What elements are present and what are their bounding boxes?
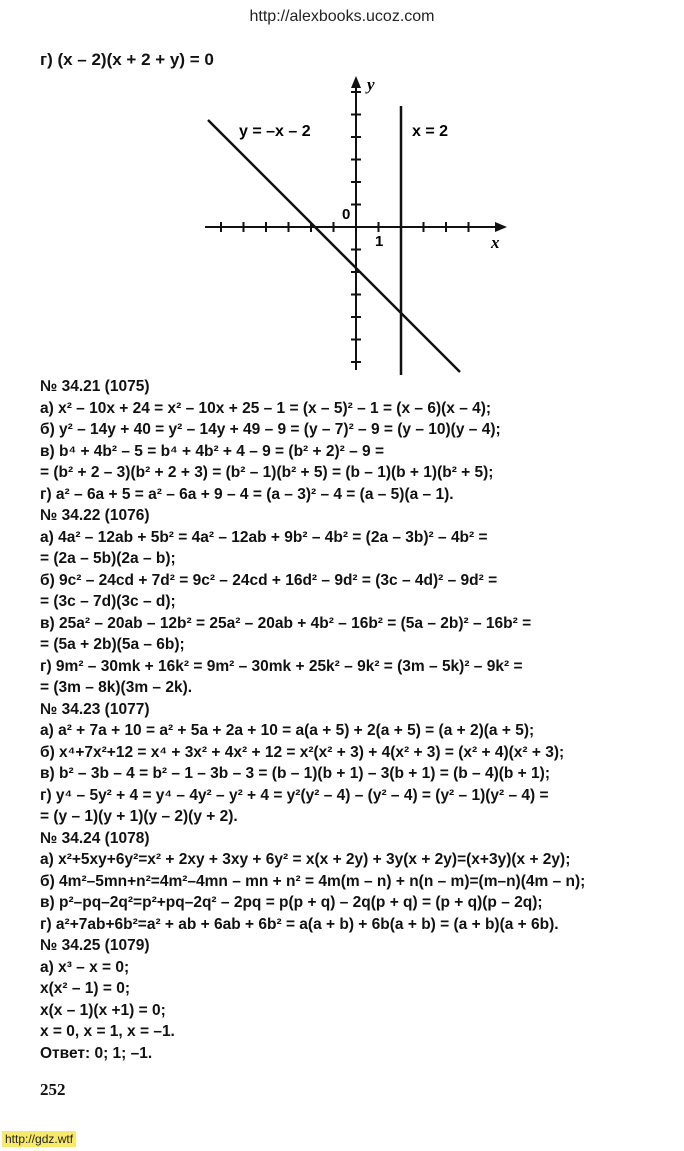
solution-line: а) 4a² – 12ab + 5b² = 4a² – 12ab + 9b² – 4b² = (2a – 3b)² – 4b² = <box>40 528 488 546</box>
unit-label: 1 <box>375 233 384 250</box>
y-axis <box>351 76 361 370</box>
coordinate-graph <box>195 70 525 380</box>
solution-line: б) 9c² – 24cd + 7d² = 9c² – 24cd + 16d² – 9d² = (3c – 4d)² – 9d² = <box>40 571 498 589</box>
task-heading: № 34.25 (1079) <box>40 937 150 954</box>
solution-line: x = 0, x = 1, x = –1. <box>40 1023 175 1040</box>
solution-line: в) 25a² – 20ab – 12b² = 25a² – 20ab + 4b² – 16b² = (5a – 2b)² – 16b² = <box>40 614 532 632</box>
solution-line: б) y² – 14y + 40 = y² – 14y + 49 – 9 = (y – 7)² – 9 = (y – 10)(y – 4); <box>40 421 501 438</box>
solution-line: в) b⁴ + 4b² – 5 = b⁴ + 4b² + 4 – 9 = (b² + 2)² – 9 = <box>40 442 385 460</box>
solution-line: = (3c – 7d)(3c – d); <box>40 593 176 610</box>
solution-line: а) a² + 7a + 10 = a² + 5a + 2a + 10 = a(a + 5) + 2(a + 5) = (a + 2)(a + 5); <box>40 722 535 739</box>
solution-line: в) b² – 3b – 4 = b² – 1 – 3b – 3 = (b – 1)(b + 1) – 3(b + 1) = (b – 4)(b + 1); <box>40 765 550 782</box>
solution-line: = (b² + 2 – 3)(b² + 2 + 3) = (b² – 1)(b² + 5) = (b – 1)(b + 1)(b² + 5); <box>40 464 494 481</box>
line1-label: y = –x – 2 <box>239 123 311 140</box>
task-heading: № 34.23 (1077) <box>40 700 150 718</box>
solution-line: = (3m – 8k)(3m – 2k). <box>40 679 193 696</box>
solution-line: = (2a – 5b)(2a – b); <box>40 550 176 567</box>
solution-line: в) p²–pq–2q²=p²+pq–2q² – 2pq = p(p + q) – 2q(p + q) = (p + q)(p – 2q); <box>40 894 543 911</box>
solution-line: = (y – 1)(y + 1)(y – 2)(y + 2). <box>40 808 238 825</box>
page-number: 252 <box>40 1080 66 1099</box>
task-g-equation: г) (x – 2)(x + 2 + y) = 0 <box>40 50 214 69</box>
solutions-text <box>40 376 680 1064</box>
site-url-footer: http://gdz.wtf <box>2 1131 76 1147</box>
task-heading: № 34.21 (1075) <box>40 378 150 395</box>
solution-line: г) a²+7ab+6b²=a² + ab + 6ab + 6b² = a(a + b) + 6b(a + b) = (a + b)(a + 6b). <box>40 915 559 933</box>
solution-line: x(x – 1)(x +1) = 0; <box>40 1001 166 1019</box>
solution-line: а) x²+5xy+6y²=x² + 2xy + 3xy + 6y² = x(x + 2y) + 3y(x + 2y)=(x+3y)(x + 2y); <box>40 851 571 868</box>
task-heading: № 34.24 (1078) <box>40 829 150 847</box>
line-y-eq-neg-x-minus-2 <box>208 120 460 372</box>
origin-label: 0 <box>342 206 351 223</box>
site-url-header: http://alexbooks.ucoz.com <box>249 8 435 25</box>
solution-line: б) x⁴+7x²+12 = x⁴ + 3x² + 4x² + 12 = x²(x² + 3) + 4(x² + 3) = (x² + 4)(x² + 3); <box>40 743 565 761</box>
solution-line: = (5a + 2b)(5a – 6b); <box>40 636 185 653</box>
solution-line: x(x² – 1) = 0; <box>40 980 131 997</box>
task-heading: № 34.22 (1076) <box>40 507 150 524</box>
x-axis-label: x <box>491 233 500 252</box>
solution-line: а) x² – 10x + 24 = x² – 10x + 25 – 1 = (x – 5)² – 1 = (x – 6)(x – 4); <box>40 399 492 417</box>
solution-line: г) a² – 6a + 5 = a² – 6a + 9 – 4 = (a – 3)² – 4 = (a – 5)(a – 1). <box>40 485 454 503</box>
answer-line: Ответ: 0; 1; –1. <box>40 1044 153 1062</box>
solution-line: г) y⁴ – 5y² + 4 = y⁴ – 4y² – y² + 4 = y²(y² – 4) – (y² – 4) = (y² – 1)(y² – 4) = <box>40 786 549 804</box>
y-axis-label: y <box>367 75 375 94</box>
line2-label: x = 2 <box>412 123 449 140</box>
solution-line: г) 9m² – 30mk + 16k² = 9m² – 30mk + 25k² – 9k² = (3m – 5k)² – 9k² = <box>40 657 523 675</box>
solution-line: б) 4m²–5mn+n²=4m²–4mn – mn + n² = 4m(m – n) + n(n – m)=(m–n)(4m – n); <box>40 872 586 890</box>
solution-line: а) x³ – x = 0; <box>40 958 130 976</box>
